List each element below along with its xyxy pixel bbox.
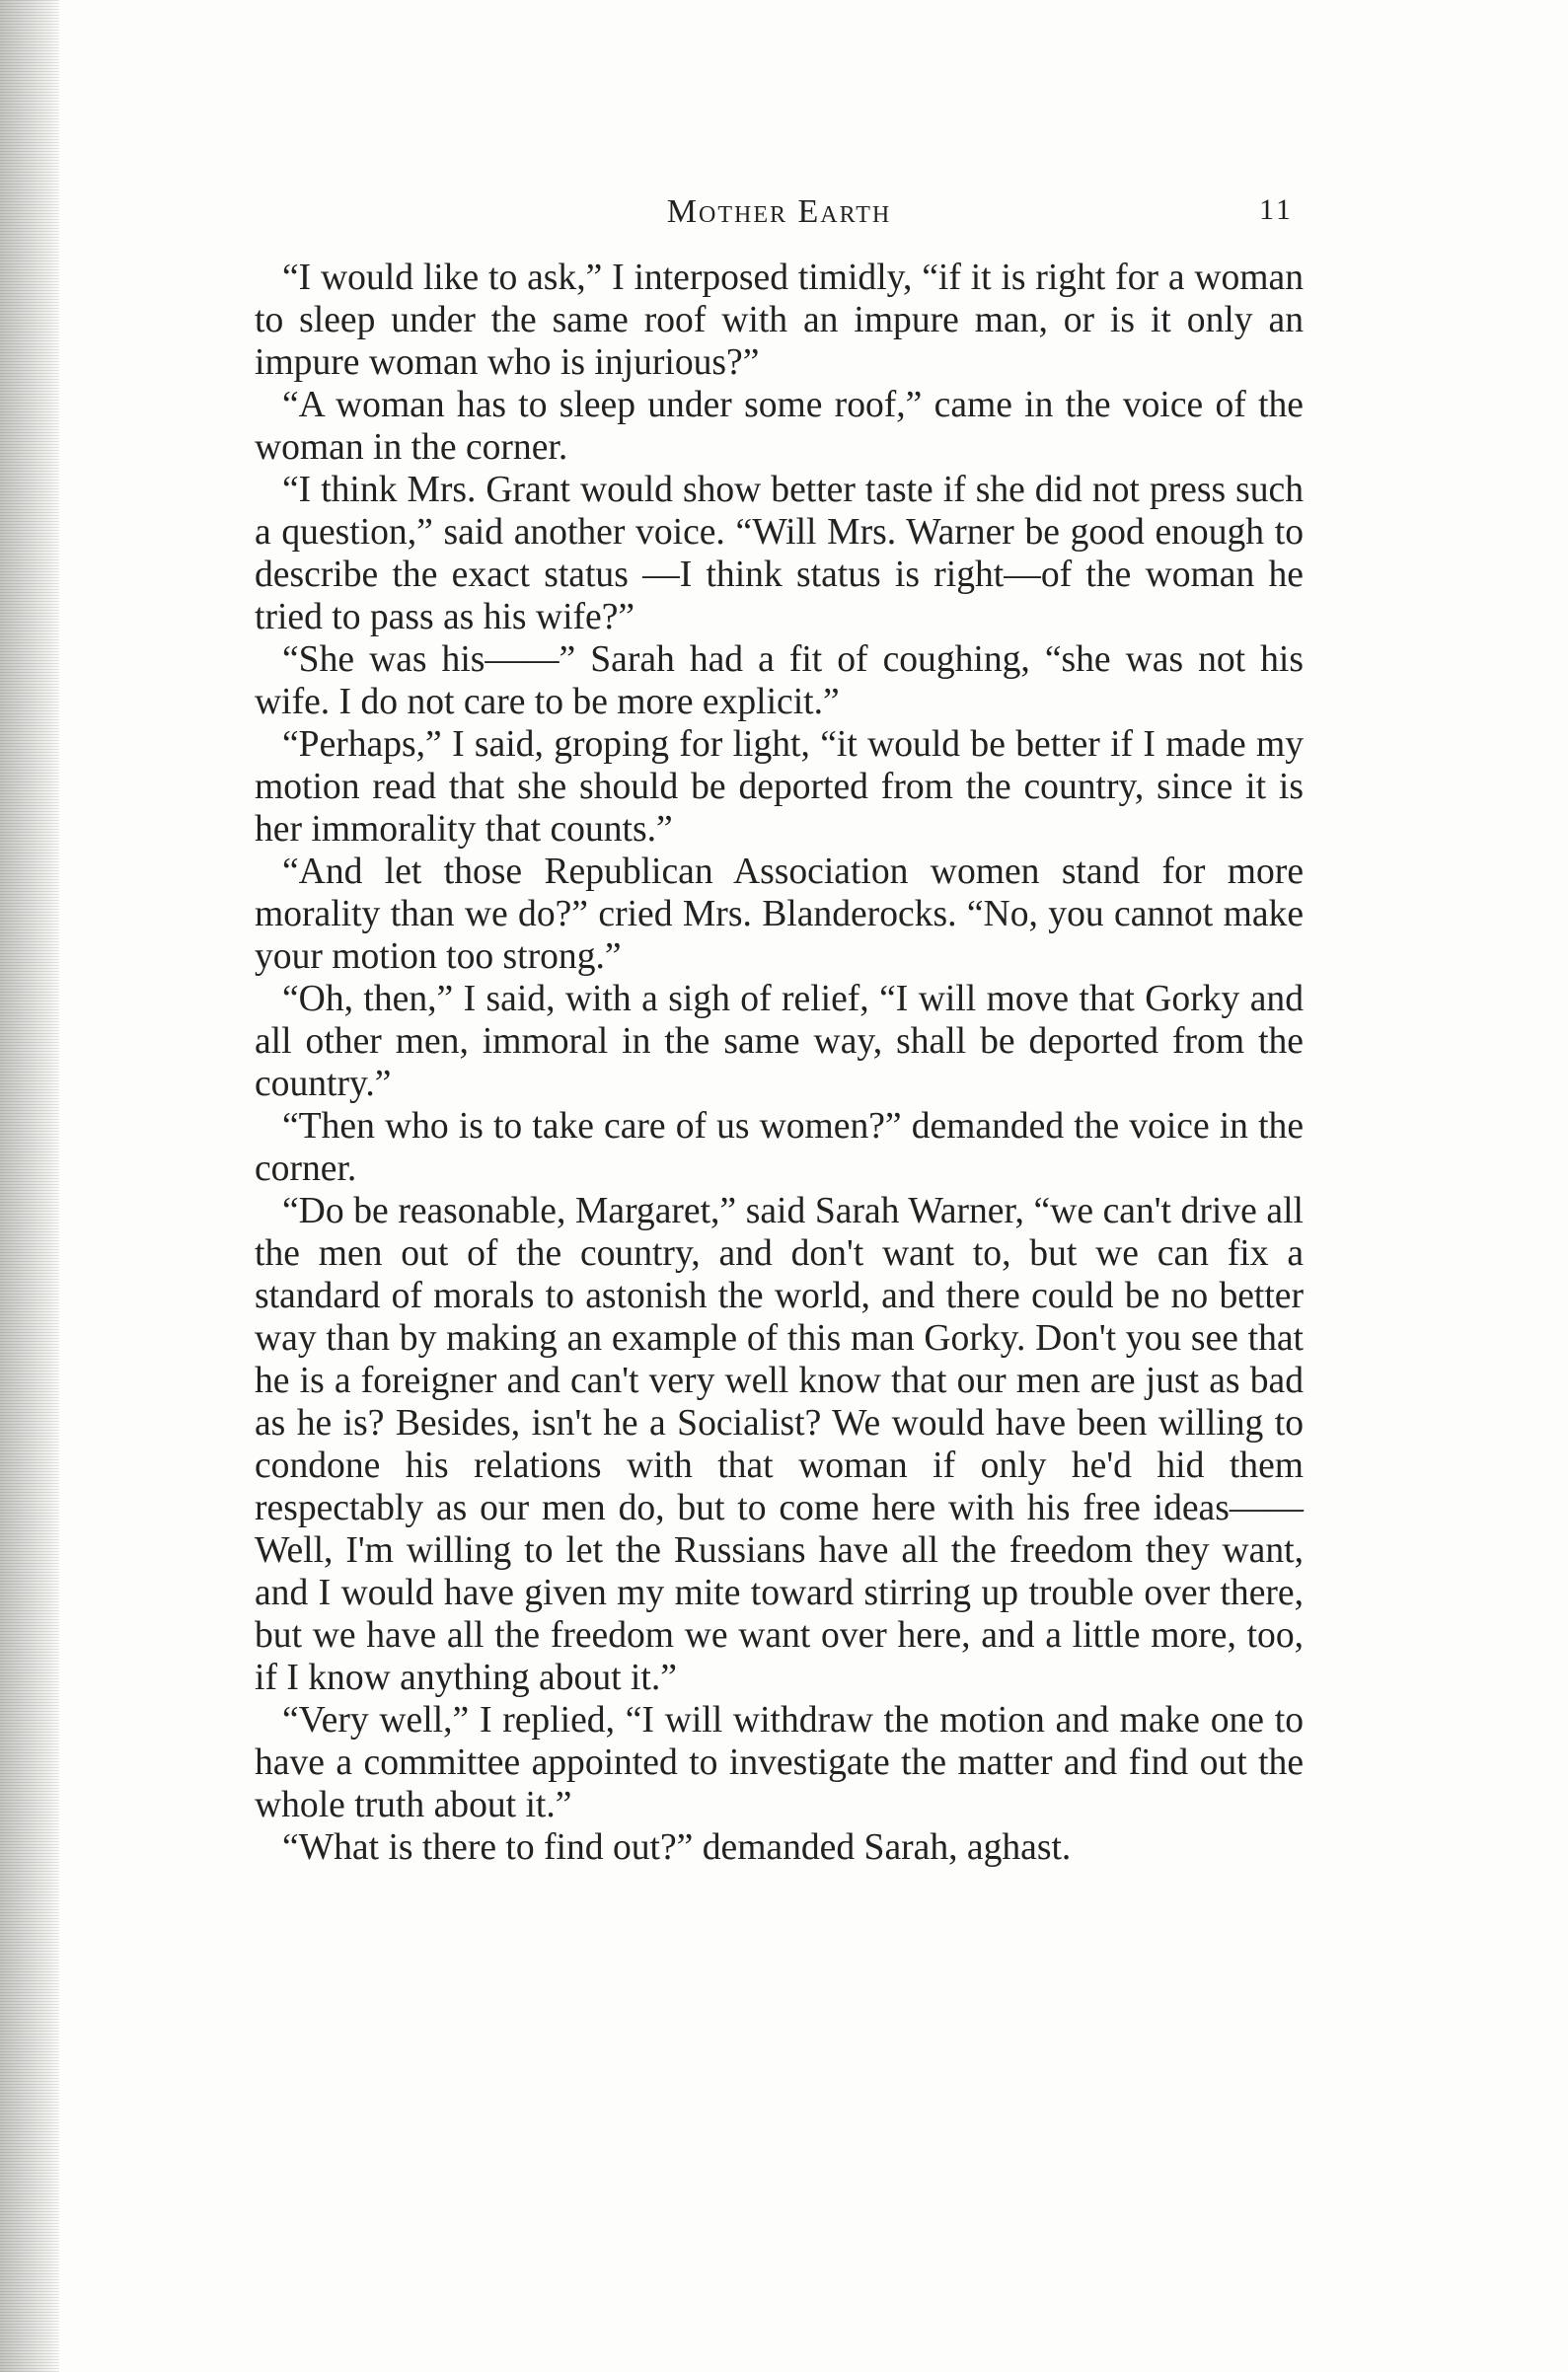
paragraph: “Perhaps,” I said, groping for light, “it would be better if I made my motion read that she should be deported from the country, since it is her immorality that counts.”	[255, 724, 1304, 850]
paragraph: “Oh, then,” I said, with a sigh of relief, “I will move that Gorky and all other men, immoral in the same way, shall be deported from the country.”	[255, 979, 1304, 1104]
paragraph: “A woman has to sleep under some roof,” came in the voice of the woman in the corner.	[255, 385, 1304, 468]
running-title: Mother Earth	[666, 193, 892, 230]
paragraph: “She was his——” Sarah had a fit of coughing, “she was not his wife. I do not care to be more explicit.”	[255, 639, 1304, 722]
paragraph: “I think Mrs. Grant would show better taste if she did not press such a question,” said another voice. “Will Mrs. Warner be good enough to describe the exact status —I think status is right—of the woman he tried to pass as his wife?”	[255, 470, 1304, 637]
paragraph: “And let those Republican Association women stand for more morality than we do?” cried Mrs. Blanderocks. “No, you cannot make your motion too strong.”	[255, 852, 1304, 977]
paragraph: “What is there to find out?” demanded Sarah, aghast.	[282, 1827, 1072, 1868]
paragraph: “Very well,” I replied, “I will withdraw the motion and make one to have a committee appointed to investigate the matter and find out the whole truth about it.”	[255, 1700, 1304, 1825]
scan-gutter-shadow	[0, 0, 59, 2372]
body-text	[255, 257, 1304, 1869]
paragraph: “Then who is to take care of us women?” demanded the voice in the corner.	[255, 1106, 1304, 1189]
paragraph: “I would like to ask,” I interposed timidly, “if it is right for a woman to sleep under the same roof with an impure man, or is it only an impure woman who is injurious?”	[255, 258, 1304, 383]
book-page	[255, 178, 1304, 1869]
paragraph: “Do be reasonable, Margaret,” said Sarah Warner, “we can't drive all the men out of the country, and don't want to, but we can fix a standard of morals to astonish the world, and there could be no better way than by making an example of this man Gorky. Don't you see that he is a foreigner and can't very well know that our men are just as bad as he is? Besides, isn't he a Socialist? We would have been willing to condone his relations with that woman if only he'd hid them respectably as our men do, but to come here with his free ideas—— Well, I'm willing to let the Russians have all the freedom they want, and I would have given my mite toward stirring up trouble over there, but we have all the freedom we want over here, and a little more, too, if I know anything about it.”	[255, 1191, 1304, 1698]
page-number: 11	[1259, 193, 1294, 226]
running-header	[255, 178, 1304, 257]
